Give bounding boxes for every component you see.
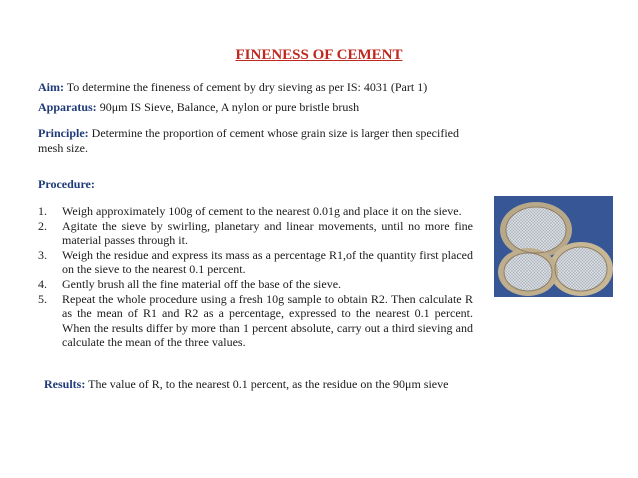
step-number: 4. bbox=[38, 276, 47, 291]
principle-paragraph bbox=[38, 126, 486, 156]
step-text: Gently brush all the fine material off the base of the sieve. bbox=[62, 276, 342, 291]
step-text: Repeat the whole procedure using a fresh 10g sample to obtain R2. Then calculate R as the mean of R1 and R2 as a percentage, expressed to the nearest 0.1 percent. When the results differ by more than 1 percent absolute, carry out a third sieving and calculate the mean of the three values. bbox=[62, 291, 473, 350]
step-text: Agitate the sieve by swirling, planetary and linear movements, until no more fine material passes through it. bbox=[62, 218, 473, 248]
step-number: 3. bbox=[38, 247, 47, 262]
procedure-step bbox=[38, 219, 473, 248]
apparatus-line bbox=[38, 100, 359, 115]
apparatus-label: Apparatus: bbox=[38, 100, 97, 114]
procedure-step bbox=[38, 248, 473, 277]
procedure-heading: Procedure: bbox=[38, 177, 95, 191]
apparatus-text: 90μm IS Sieve, Balance, A nylon or pure bristle brush bbox=[99, 100, 360, 114]
step-text: Weigh the residue and express its mass as a percentage R1,of the quantity first placed on the sieve to the nearest 0.1 percent. bbox=[62, 247, 473, 277]
step-number: 2. bbox=[38, 218, 47, 233]
aim-label: Aim: bbox=[38, 80, 64, 94]
sieve-photo bbox=[494, 196, 613, 297]
results-line bbox=[44, 377, 448, 392]
step-number: 5. bbox=[38, 291, 47, 306]
step-number: 1. bbox=[38, 204, 47, 218]
procedure-step bbox=[38, 277, 473, 292]
aim-text: To determine the fineness of cement by dry sieving as per IS: 4031 (Part 1) bbox=[66, 80, 428, 94]
aim-line bbox=[38, 80, 427, 95]
page-title: FINENESS OF CEMENT bbox=[235, 47, 403, 63]
procedure-steps bbox=[38, 204, 473, 350]
principle-text: Determine the proportion of cement whose grain size is larger then specified mesh size. bbox=[38, 126, 459, 155]
principle-label: Principle: bbox=[38, 126, 89, 140]
results-label: Results: bbox=[44, 377, 86, 391]
results-text: The value of R, to the nearest 0.1 percent, as the residue on the 90μm sieve bbox=[88, 377, 449, 391]
step-text: Weigh approximately 100g of cement to the nearest 0.01g and place it on the sieve. bbox=[62, 204, 462, 218]
procedure-step bbox=[38, 292, 473, 350]
procedure-step bbox=[38, 204, 473, 219]
